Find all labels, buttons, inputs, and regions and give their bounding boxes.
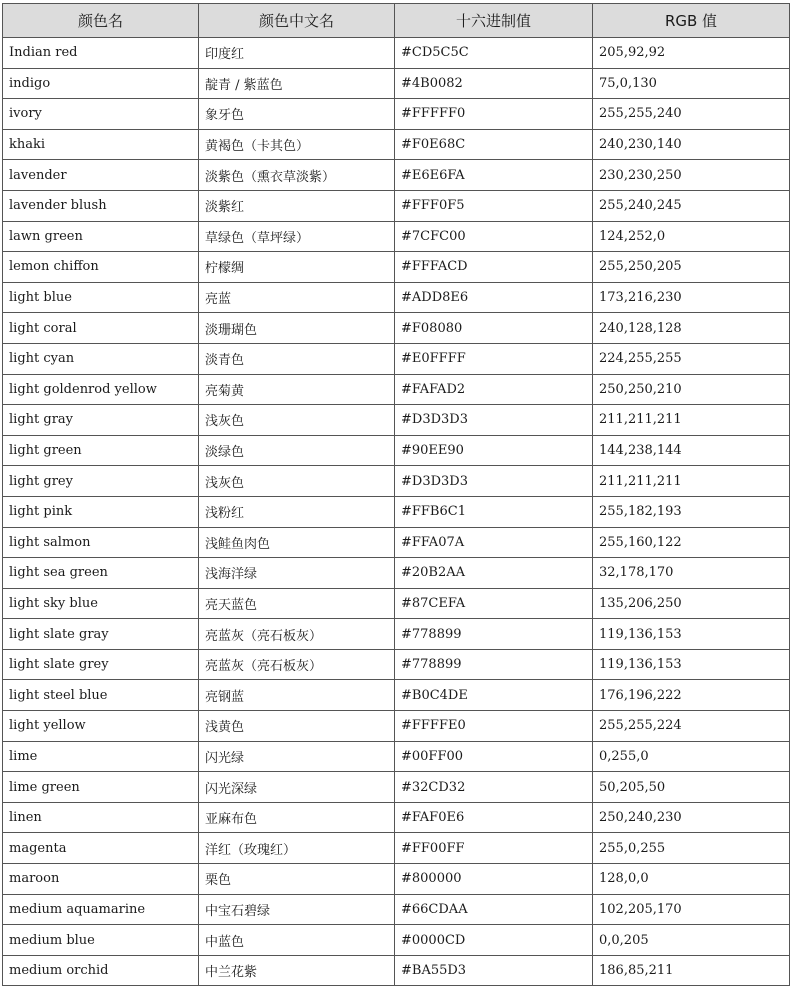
cell-hex-value: #FFFFF0	[395, 99, 593, 130]
cell-hex-value: #66CDAA	[395, 894, 593, 925]
cell-hex-value: #0000CD	[395, 925, 593, 956]
cell-color-name: maroon	[3, 864, 199, 895]
cell-color-name: ivory	[3, 99, 199, 130]
color-table	[2, 3, 790, 986]
cell-rgb-value: 128,0,0	[593, 864, 790, 895]
cell-chinese-name: 亮天蓝色	[199, 588, 395, 619]
cell-chinese-name: 浅灰色	[199, 405, 395, 436]
cell-hex-value: #FF00FF	[395, 833, 593, 864]
cell-color-name: light sky blue	[3, 588, 199, 619]
cell-hex-value: #E0FFFF	[395, 343, 593, 374]
cell-hex-value: #FFA07A	[395, 527, 593, 558]
cell-rgb-value: 0,255,0	[593, 741, 790, 772]
cell-color-name: light blue	[3, 282, 199, 313]
cell-hex-value: #FFF0F5	[395, 190, 593, 221]
table-header	[3, 4, 790, 38]
cell-rgb-value: 255,255,240	[593, 99, 790, 130]
cell-hex-value: #32CD32	[395, 772, 593, 803]
table-row	[3, 221, 790, 252]
cell-hex-value: #FAF0E6	[395, 802, 593, 833]
cell-chinese-name: 淡绿色	[199, 435, 395, 466]
table-row	[3, 894, 790, 925]
cell-color-name: medium aquamarine	[3, 894, 199, 925]
table-row	[3, 864, 790, 895]
cell-hex-value: #FFB6C1	[395, 496, 593, 527]
cell-rgb-value: 240,230,140	[593, 129, 790, 160]
cell-chinese-name: 淡青色	[199, 343, 395, 374]
cell-rgb-value: 255,160,122	[593, 527, 790, 558]
table-row	[3, 588, 790, 619]
table-row	[3, 99, 790, 130]
cell-rgb-value: 255,250,205	[593, 252, 790, 283]
cell-color-name: lavender blush	[3, 190, 199, 221]
cell-rgb-value: 75,0,130	[593, 68, 790, 99]
cell-color-name: lime green	[3, 772, 199, 803]
table-row	[3, 558, 790, 589]
cell-rgb-value: 211,211,211	[593, 405, 790, 436]
cell-chinese-name: 洋红（玫瑰红）	[199, 833, 395, 864]
cell-color-name: light cyan	[3, 343, 199, 374]
cell-color-name: light slate gray	[3, 619, 199, 650]
cell-color-name: light pink	[3, 496, 199, 527]
cell-color-name: lavender	[3, 160, 199, 191]
table-row	[3, 190, 790, 221]
cell-rgb-value: 230,230,250	[593, 160, 790, 191]
table-row	[3, 466, 790, 497]
cell-hex-value: #F0E68C	[395, 129, 593, 160]
cell-rgb-value: 124,252,0	[593, 221, 790, 252]
cell-color-name: light gray	[3, 405, 199, 436]
cell-chinese-name: 黄褐色（卡其色）	[199, 129, 395, 160]
cell-chinese-name: 浅鲑鱼肉色	[199, 527, 395, 558]
cell-color-name: light salmon	[3, 527, 199, 558]
cell-rgb-value: 255,255,224	[593, 711, 790, 742]
cell-rgb-value: 211,211,211	[593, 466, 790, 497]
cell-chinese-name: 柠檬绸	[199, 252, 395, 283]
table-row	[3, 649, 790, 680]
cell-color-name: lemon chiffon	[3, 252, 199, 283]
table-row	[3, 527, 790, 558]
table-row	[3, 435, 790, 466]
table-row	[3, 374, 790, 405]
cell-color-name: light steel blue	[3, 680, 199, 711]
cell-color-name: light sea green	[3, 558, 199, 589]
cell-hex-value: #778899	[395, 649, 593, 680]
cell-color-name: light grey	[3, 466, 199, 497]
cell-rgb-value: 250,240,230	[593, 802, 790, 833]
cell-chinese-name: 印度红	[199, 38, 395, 69]
cell-hex-value: #BA55D3	[395, 955, 593, 986]
cell-hex-value: #778899	[395, 619, 593, 650]
table-row	[3, 680, 790, 711]
table-row	[3, 802, 790, 833]
cell-chinese-name: 草绿色（草坪绿）	[199, 221, 395, 252]
cell-color-name: light yellow	[3, 711, 199, 742]
cell-hex-value: #FFFFE0	[395, 711, 593, 742]
header-chinese-name: 颜色中文名	[199, 4, 395, 38]
table-row	[3, 925, 790, 956]
cell-chinese-name: 象牙色	[199, 99, 395, 130]
cell-chinese-name: 浅粉红	[199, 496, 395, 527]
cell-hex-value: #FFFACD	[395, 252, 593, 283]
cell-chinese-name: 靛青 / 紫蓝色	[199, 68, 395, 99]
cell-color-name: magenta	[3, 833, 199, 864]
cell-rgb-value: 250,250,210	[593, 374, 790, 405]
header-rgb-value: RGB 值	[593, 4, 790, 38]
table-body	[3, 38, 790, 986]
cell-rgb-value: 144,238,144	[593, 435, 790, 466]
table-row	[3, 38, 790, 69]
table-row	[3, 741, 790, 772]
cell-color-name: khaki	[3, 129, 199, 160]
cell-hex-value: #D3D3D3	[395, 405, 593, 436]
cell-color-name: light green	[3, 435, 199, 466]
cell-hex-value: #90EE90	[395, 435, 593, 466]
table-row	[3, 282, 790, 313]
cell-rgb-value: 0,0,205	[593, 925, 790, 956]
cell-chinese-name: 闪光深绿	[199, 772, 395, 803]
cell-rgb-value: 119,136,153	[593, 649, 790, 680]
cell-chinese-name: 中兰花紫	[199, 955, 395, 986]
cell-hex-value: #FAFAD2	[395, 374, 593, 405]
cell-hex-value: #7CFC00	[395, 221, 593, 252]
cell-chinese-name: 闪光绿	[199, 741, 395, 772]
cell-rgb-value: 176,196,222	[593, 680, 790, 711]
table-row	[3, 129, 790, 160]
cell-hex-value: #B0C4DE	[395, 680, 593, 711]
cell-hex-value: #ADD8E6	[395, 282, 593, 313]
cell-chinese-name: 淡紫色（熏衣草淡紫）	[199, 160, 395, 191]
cell-chinese-name: 浅灰色	[199, 466, 395, 497]
cell-rgb-value: 173,216,230	[593, 282, 790, 313]
cell-chinese-name: 中宝石碧绿	[199, 894, 395, 925]
cell-hex-value: #87CEFA	[395, 588, 593, 619]
cell-color-name: lime	[3, 741, 199, 772]
cell-rgb-value: 135,206,250	[593, 588, 790, 619]
cell-color-name: light coral	[3, 313, 199, 344]
cell-rgb-value: 32,178,170	[593, 558, 790, 589]
cell-hex-value: #800000	[395, 864, 593, 895]
header-row	[3, 4, 790, 38]
cell-rgb-value: 255,182,193	[593, 496, 790, 527]
cell-rgb-value: 255,240,245	[593, 190, 790, 221]
cell-rgb-value: 50,205,50	[593, 772, 790, 803]
table-row	[3, 496, 790, 527]
cell-rgb-value: 102,205,170	[593, 894, 790, 925]
header-hex-value: 十六进制值	[395, 4, 593, 38]
cell-chinese-name: 亮钢蓝	[199, 680, 395, 711]
cell-chinese-name: 浅海洋绿	[199, 558, 395, 589]
cell-rgb-value: 255,0,255	[593, 833, 790, 864]
cell-color-name: indigo	[3, 68, 199, 99]
table-row	[3, 343, 790, 374]
table-row	[3, 160, 790, 191]
cell-rgb-value: 119,136,153	[593, 619, 790, 650]
table-row	[3, 313, 790, 344]
cell-color-name: medium blue	[3, 925, 199, 956]
table-row	[3, 833, 790, 864]
table-row	[3, 68, 790, 99]
table-row	[3, 955, 790, 986]
cell-color-name: light slate grey	[3, 649, 199, 680]
cell-hex-value: #4B0082	[395, 68, 593, 99]
cell-chinese-name: 亮蓝灰（亮石板灰）	[199, 619, 395, 650]
cell-chinese-name: 亮菊黄	[199, 374, 395, 405]
header-color-name: 颜色名	[3, 4, 199, 38]
cell-rgb-value: 186,85,211	[593, 955, 790, 986]
cell-chinese-name: 淡紫红	[199, 190, 395, 221]
cell-hex-value: #F08080	[395, 313, 593, 344]
table-row	[3, 711, 790, 742]
cell-chinese-name: 亮蓝	[199, 282, 395, 313]
cell-rgb-value: 224,255,255	[593, 343, 790, 374]
cell-chinese-name: 淡珊瑚色	[199, 313, 395, 344]
cell-chinese-name: 亚麻布色	[199, 802, 395, 833]
table-row	[3, 252, 790, 283]
cell-color-name: Indian red	[3, 38, 199, 69]
cell-rgb-value: 240,128,128	[593, 313, 790, 344]
table-row	[3, 772, 790, 803]
cell-hex-value: #D3D3D3	[395, 466, 593, 497]
cell-rgb-value: 205,92,92	[593, 38, 790, 69]
cell-hex-value: #00FF00	[395, 741, 593, 772]
cell-chinese-name: 浅黄色	[199, 711, 395, 742]
cell-chinese-name: 亮蓝灰（亮石板灰）	[199, 649, 395, 680]
cell-color-name: lawn green	[3, 221, 199, 252]
cell-color-name: linen	[3, 802, 199, 833]
cell-color-name: light goldenrod yellow	[3, 374, 199, 405]
cell-hex-value: #CD5C5C	[395, 38, 593, 69]
cell-chinese-name: 栗色	[199, 864, 395, 895]
cell-color-name: medium orchid	[3, 955, 199, 986]
cell-hex-value: #20B2AA	[395, 558, 593, 589]
cell-chinese-name: 中蓝色	[199, 925, 395, 956]
table-row	[3, 619, 790, 650]
cell-hex-value: #E6E6FA	[395, 160, 593, 191]
table-row	[3, 405, 790, 436]
